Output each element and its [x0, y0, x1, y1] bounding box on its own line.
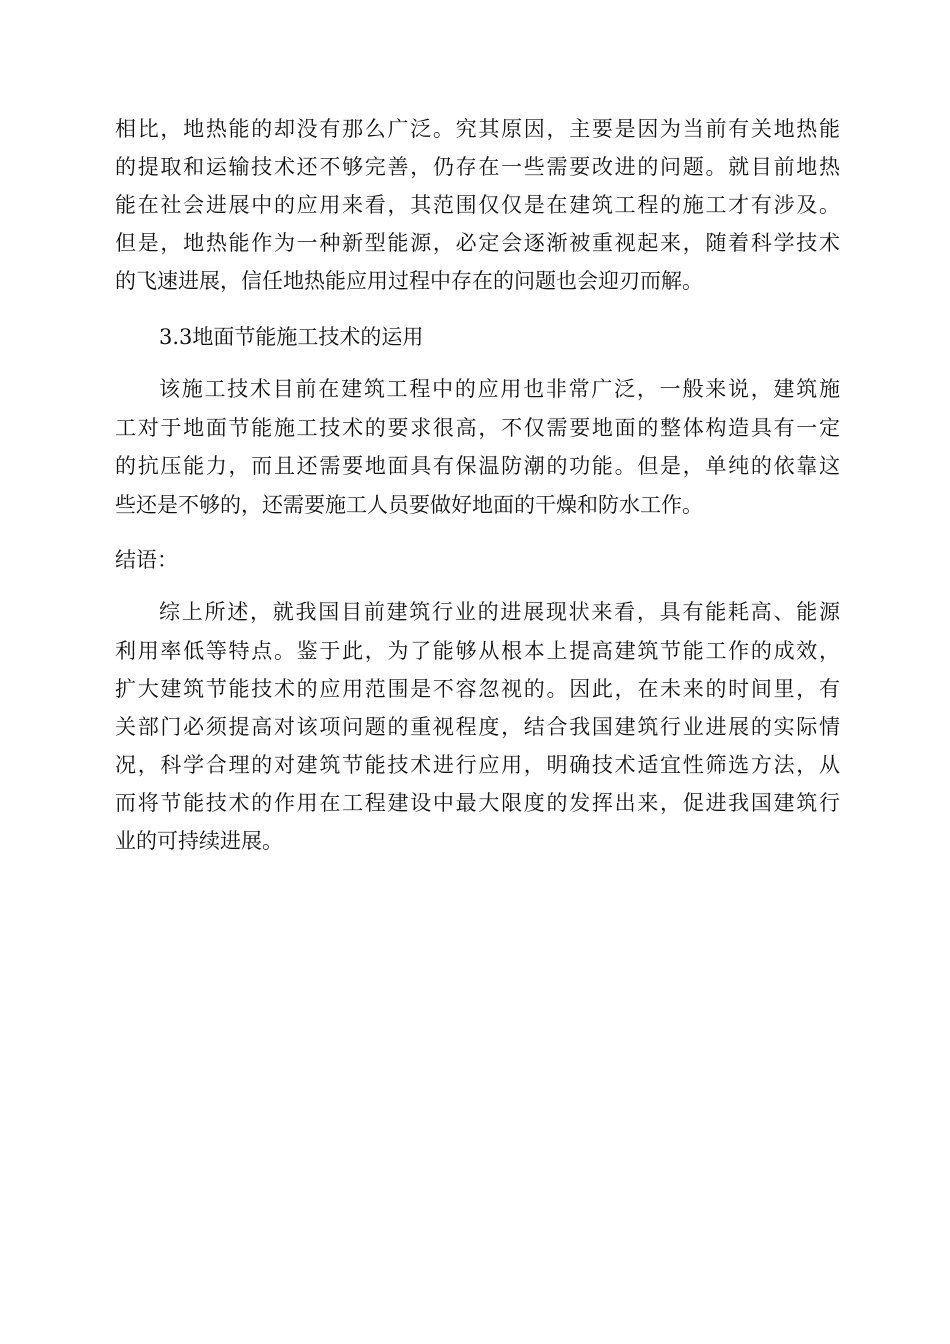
- section-heading: 3.3地面节能施工技术的运用: [159, 325, 424, 349]
- paragraph-line: 但是，地热能作为一种新型能源，必定会逐渐被重视起来，随着科学技术: [115, 231, 840, 255]
- paragraph-line: 利用率低等特点。鉴于此，为了能够从根本上提高建筑节能工作的成效，: [115, 639, 840, 663]
- paragraph-line: 而将节能技术的作用在工程建设中最大限度的发挥出来，促进我国建筑行: [115, 791, 840, 815]
- paragraph-line: 关部门必须提高对该项问题的重视程度，结合我国建筑行业进展的实际情: [115, 715, 840, 739]
- paragraph-line: 的抗压能力，而且还需要地面具有保温防潮的功能。但是，单纯的依靠这: [115, 454, 840, 478]
- paragraph-line: 工对于地面节能施工技术的要求很高，不仅需要地面的整体构造具有一定: [115, 416, 840, 440]
- paragraph-line: 该施工技术目前在建筑工程中的应用也非常广泛，一般来说，建筑施: [159, 377, 840, 401]
- paragraph-line: 况，科学合理的对建筑节能技术进行应用，明确技术适宜性筛选方法，从: [115, 753, 840, 777]
- conclusion-heading: 结语：: [115, 548, 178, 572]
- paragraph-line: 相比，地热能的却没有那么广泛。究其原因，主要是因为当前有关地热能: [115, 117, 840, 141]
- paragraph-line: 能在社会进展中的应用来看，其范围仅仅是在建筑工程的施工才有涉及。: [115, 193, 840, 217]
- paragraph-line: 综上所述，就我国目前建筑行业的进展现状来看，具有能耗高、能源: [159, 600, 840, 624]
- paragraph-line: 些还是不够的，还需要施工人员要做好地面的干燥和防水工作。: [115, 493, 703, 517]
- paragraph-line: 扩大建筑节能技术的应用范围是不容忽视的。因此，在未来的时间里，有: [115, 677, 840, 701]
- paragraph-line: 业的可持续进展。: [115, 829, 283, 853]
- paragraph-line: 的提取和运输技术还不够完善，仍存在一些需要改进的问题。就目前地热: [115, 155, 840, 179]
- paragraph-line: 的飞速进展，信任地热能应用过程中存在的问题也会迎刃而解。: [115, 269, 703, 293]
